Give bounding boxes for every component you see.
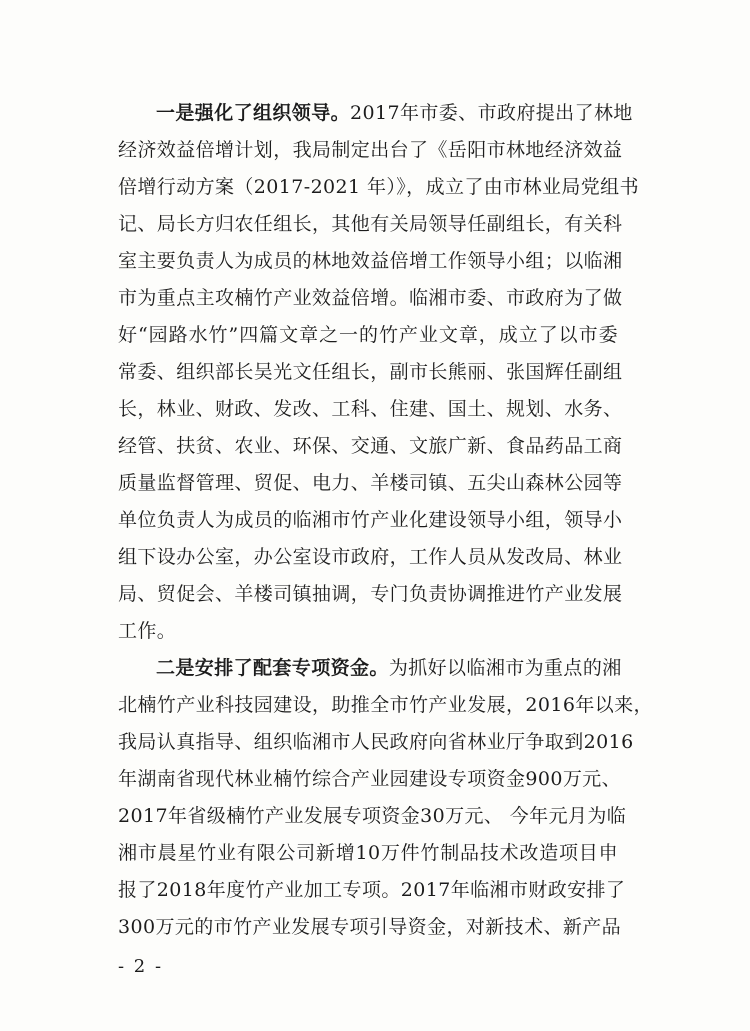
- paragraph-funding: [118, 650, 653, 946]
- paragraph-line: 好“园路水竹”四篇文章之一的竹产业文章，成立了以市委: [118, 324, 618, 346]
- paragraph-heading: 二是安排了配套专项资金。: [156, 657, 389, 679]
- paragraph-line: 我局认真指导、组织临湘市人民政府向省林业厅争取到2016: [118, 731, 634, 753]
- paragraph-line: 组下设办公室，办公室设市政府，工作人员从发改局、林业: [118, 546, 623, 568]
- paragraph-line: 记、局长方归农任组长，其他有关局领导任副组长，有关科: [118, 213, 623, 235]
- paragraph-heading: 一是强化了组织领导。: [156, 102, 351, 124]
- paragraph-line: 倍增行动方案（2017-2021 年）》，成立了由市林业局党组书: [118, 176, 639, 198]
- paragraph-line: 室主要负责人为成员的林地效益倍增工作领导小组；以临湘: [118, 250, 623, 272]
- page-number: - 2 -: [118, 956, 164, 977]
- paragraph-line: 质量监督管理、贸促、电力、羊楼司镇、五尖山森林公园等: [118, 472, 623, 494]
- paragraph-line: 市为重点主攻楠竹产业效益倍增。临湘市委、市政府为了做: [118, 287, 623, 309]
- paragraph-line: 报了2018年度竹产业加工专项。2017年临湘市财政安排了: [118, 879, 626, 901]
- paragraph-line: 年湖南省现代林业楠竹综合产业园建设专项资金900万元、: [118, 768, 622, 790]
- paragraph-organization: [118, 95, 639, 650]
- paragraph-line: 2017年省级楠竹产业发展专项资金30万元、 今年元月为临: [118, 805, 627, 827]
- paragraph-text: 2017年市委、市政府提出了林地: [350, 102, 633, 124]
- paragraph-line: 300万元的市竹产业发展专项引导资金，对新技术、新产品: [118, 916, 622, 938]
- paragraph-line: 局、贸促会、羊楼司镇抽调，专门负责协调推进竹产业发展: [118, 583, 623, 605]
- paragraph-line: [118, 95, 633, 132]
- paragraph-text: 为抓好以临湘市为重点的湘: [388, 657, 622, 679]
- paragraph-line: 常委、组织部长吴光文任组长，副市长熊丽、张国辉任副组: [118, 361, 623, 383]
- paragraph-line: [118, 650, 622, 687]
- paragraph-line: 经管、扶贫、农业、环保、交通、文旅广新、食品药品工商: [118, 435, 623, 457]
- paragraph-line: 长，林业、财政、发改、工科、住建、国土、规划、水务、: [118, 398, 623, 420]
- paragraph-line: 经济效益倍增计划，我局制定出台了《岳阳市林地经济效益: [118, 139, 623, 161]
- paragraph-line: 湘市晨星竹业有限公司新增10万件竹制品技术改造项目申: [118, 842, 618, 864]
- paragraph-line: 工作。: [118, 620, 177, 642]
- paragraph-line: 北楠竹产业科技园建设，助推全市竹产业发展，2016年以来，: [118, 694, 653, 716]
- paragraph-line: 单位负责人为成员的临湘市竹产业化建设领导小组，领导小: [118, 509, 623, 531]
